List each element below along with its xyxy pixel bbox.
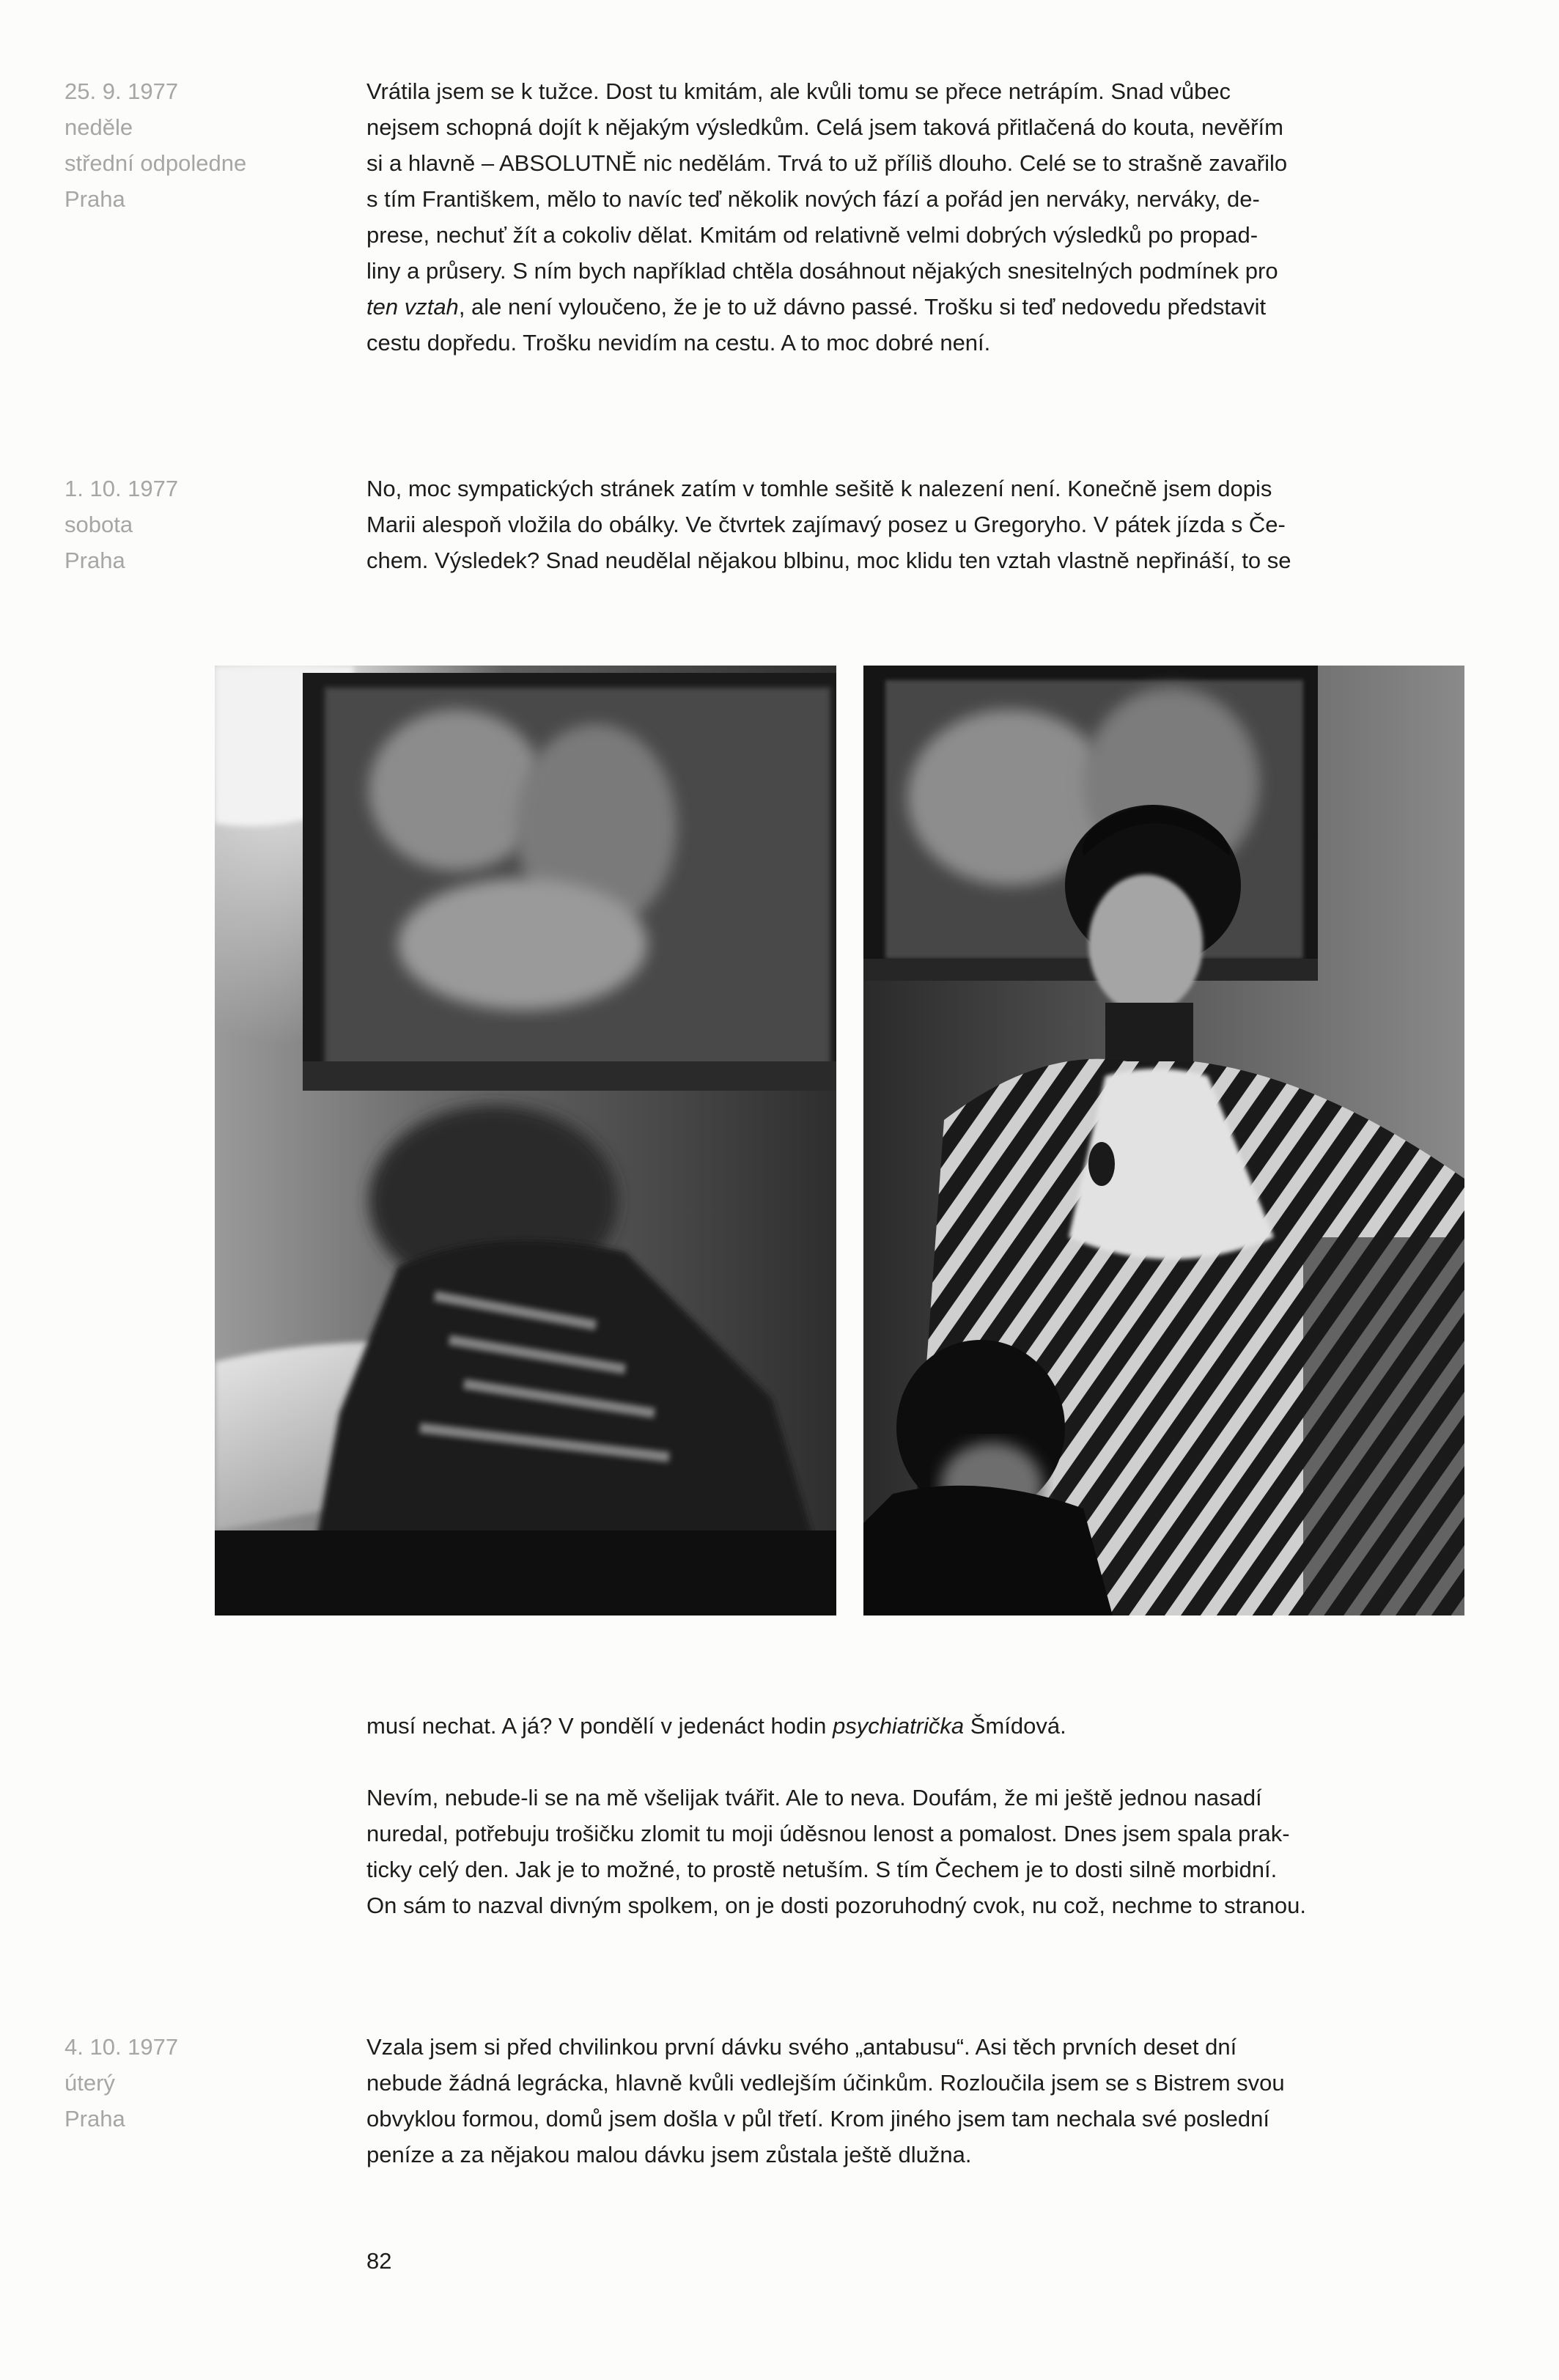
- entry-place: Praha: [65, 548, 125, 573]
- entry-date: 4. 10. 1977: [65, 2034, 179, 2060]
- text-line: ticky celý den. Jak je to možné, to prostě netuším. S tím Čechem je to dosti silně morbidní.: [366, 1857, 1278, 1882]
- text-line: Vrátila jsem se k tužce. Dost tu kmitám, ale kvůli tomu se přece netrápím. Snad vůbec: [366, 78, 1231, 104]
- text-line: prese, nechuť žít a cokoliv dělat. Kmitám od relativně velmi dobrých výsledků po propad-: [366, 222, 1258, 248]
- entry-place: Praha: [65, 186, 125, 212]
- entry-date: 1. 10. 1977: [65, 476, 179, 501]
- photo-left: [215, 666, 836, 1615]
- text-line: Marii alespoň vložila do obálky. Ve čtvrtek zajímavý posez u Gregoryho. V pátek jízda s Če-: [366, 512, 1286, 537]
- bw-photo-woman-striped-jacket-icon: [863, 666, 1464, 1615]
- italic-phrase: ten vztah: [366, 294, 459, 320]
- text-line: cestu dopředu. Trošku nevidím na cestu. A to moc dobré není.: [366, 330, 991, 355]
- entry-3-text: [366, 2029, 1495, 2173]
- entry-1-text: [366, 73, 1495, 361]
- text-line: nejsem schopná dojít k nějakým výsledkům. Celá jsem taková přitlačená do kouta, nevěřím: [366, 114, 1283, 140]
- entry-2-meta: [65, 471, 343, 578]
- entry-3-meta: [65, 2029, 343, 2137]
- text-line: s tím Františkem, mělo to navíc teď několik nových fází a pořád jen nerváky, nerváky, de-: [366, 186, 1260, 212]
- text-fragment: , ale není vyloučeno, že je to už dávno passé. Trošku si teď nedovedu představit: [458, 294, 1267, 320]
- text-fragment: Šmídová.: [964, 1713, 1066, 1739]
- text-line: Nevím, nebude-li se na mě všelijak tvářit. Ale to neva. Doufám, že mi ještě jednou nasadí: [366, 1785, 1262, 1810]
- entry-time: střední odpoledne: [65, 150, 247, 176]
- bw-photo-blurred-figure-icon: [215, 666, 836, 1615]
- text-line: No, moc sympatických stránek zatím v tomhle sešitě k nalezení není. Konečně jsem dopis: [366, 476, 1272, 501]
- page-number: 82: [366, 2248, 392, 2274]
- entry-weekday: neděle: [65, 114, 133, 140]
- text-line: nuredal, potřebuju trošičku zlomit tu moji úděsnou lenost a pomalost. Dnes jsem spala prak-: [366, 1821, 1290, 1846]
- text-line: On sám to nazval divným spolkem, on je dosti pozoruhodný cvok, nu což, nechme to stranou.: [366, 1893, 1306, 1918]
- text-line: [366, 289, 1495, 325]
- italic-phrase: psychiatrička: [832, 1713, 965, 1739]
- text-line: [366, 1708, 1495, 1744]
- entry-date: 25. 9. 1977: [65, 78, 179, 104]
- text-line: obvyklou formou, domů jsem došla v půl třetí. Krom jiného jsem tam nechala své poslední: [366, 2106, 1269, 2132]
- photo-right: [863, 666, 1464, 1615]
- entry-2-text: [366, 471, 1495, 578]
- entry-weekday: sobota: [65, 512, 133, 537]
- text-line: liny a průsery. S ním bych například chtěla dosáhnout nějakých snesitelných podmínek pro: [366, 258, 1278, 284]
- entry-weekday: úterý: [65, 2070, 115, 2096]
- text-line: chem. Výsledek? Snad neudělal nějakou blbinu, moc klidu ten vztah vlastně nepřináší, to se: [366, 548, 1291, 573]
- text-line: peníze a za nějakou malou dávku jsem zůstala ještě dlužna.: [366, 2142, 972, 2167]
- text-line: si a hlavně – ABSOLUTNĚ nic nedělám. Trvá to už příliš dlouho. Celé se to strašně zavařilo: [366, 150, 1288, 176]
- text-line: nebude žádná legrácka, hlavně kvůli vedlejším účinkům. Rozloučila jsem se s Bistrem svou: [366, 2070, 1285, 2096]
- entry-place: Praha: [65, 2106, 125, 2132]
- entry-2-text-continued: [366, 1708, 1495, 1923]
- text-fragment: musí nechat. A já? V pondělí v jedenáct hodin: [366, 1713, 833, 1739]
- text-line: Vzala jsem si před chvilinkou první dávku svého „antabusu“. Asi těch prvních deset dní: [366, 2034, 1237, 2060]
- entry-1-meta: [65, 73, 343, 217]
